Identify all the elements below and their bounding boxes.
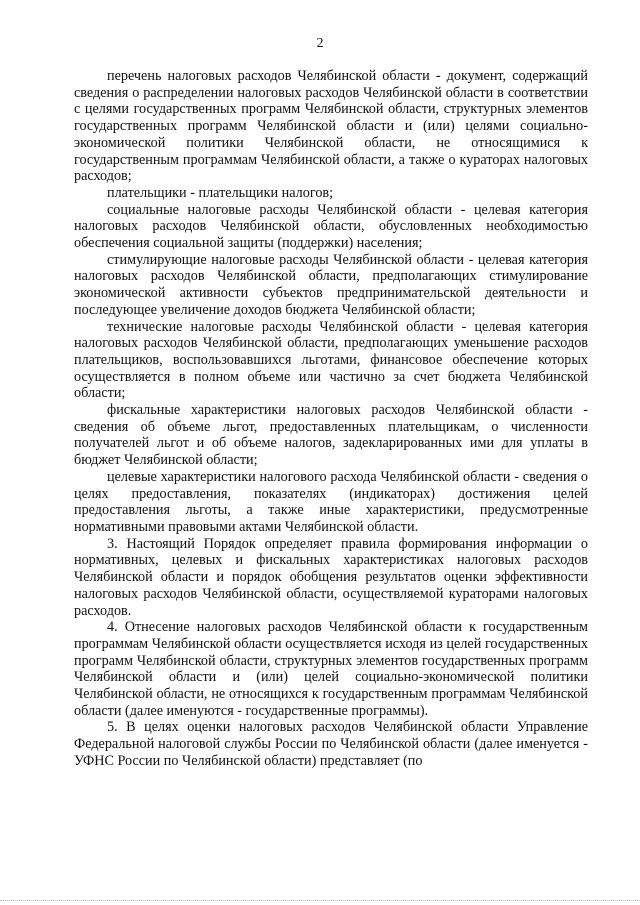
paragraph-target-characteristics: целевые характеристики налогового расхода Челябинской области - сведения о целях предоставления, показателях (индикаторах) достижения целей предоставления льготы, а также иные характеристики, предусмотренные нормативными правовыми актами Челябинской области. [74, 468, 588, 535]
page-number: 2 [316, 36, 324, 51]
paragraph-item-3: 3. Настоящий Порядок определяет правила формирования информации о нормативных, целевых и фискальных характеристиках налоговых расходов Челябинской области и порядок обобщения результатов оценки эффективности налоговых расходов Челябинской области, осуществляемой кураторами налоговых расходов. [74, 535, 588, 619]
paragraph-item-5: 5. В целях оценки налоговых расходов Челябинской области Управление Федеральной налоговой службы России по Челябинской области (далее именуется - УФНС России по Челябинской области) представляет (по [74, 719, 588, 769]
document-body [74, 68, 588, 770]
paragraph-fiscal-characteristics: фискальные характеристики налоговых расходов Челябинской области - сведения об объеме льгот, предоставленных плательщикам, о численности получателей льгот и об объеме налогов, задекларированных ими для уплаты в бюджет Челябинской области; [74, 402, 588, 469]
paragraph-stimulating-tax-expenditures: стимулирующие налоговые расходы Челябинской области - целевая категория налоговых расходов Челябинской области, предполагающих стимулирование экономической активности субъектов предпринимательской деятельности и последующее увеличение доходов бюджета Челябинской области; [74, 251, 588, 318]
page-bottom-edge [0, 900, 640, 903]
paragraph-payers: плательщики - плательщики налогов; [107, 184, 334, 201]
paragraph-social-tax-expenditures: социальные налоговые расходы Челябинской области - целевая категория налоговых расходов Челябинской области, обусловленных необходимостью обеспечения социальной защиты (поддержки) населения; [74, 201, 588, 252]
paragraph-item-4: 4. Отнесение налоговых расходов Челябинской области к государственным программам Челябинской области осуществляется исходя из целей государственных программ Челябинской области, структурных элементов государственных программ Челябинской области и (или) целей социально-экономической политики Челябинской области, не относящихся к государственным программам Челябинской области (далее именуются - государственные программы). [74, 619, 588, 719]
paragraph-technical-tax-expenditures: технические налоговые расходы Челябинской области - целевая категория налоговых расходов Челябинской области, предполагающих уменьшение расходов плательщиков, воспользовавшихся льготами, финансовое обеспечение которых осуществляется в полном объеме или частично за счет бюджета Челябинской области; [74, 318, 588, 402]
paragraph-tax-expenditure-list: перечень налоговых расходов Челябинской области - документ, содержащий сведения о распределении налоговых расходов Челябинской области в соответствии с целями государственных программ Челябинской области, структурных элементов государственных программ Челябинской области и (или) целями социально-экономической политики Челябинской области, не относящимися к государственным программам Челябинской области, а также о кураторах налоговых расходов; [74, 68, 588, 185]
